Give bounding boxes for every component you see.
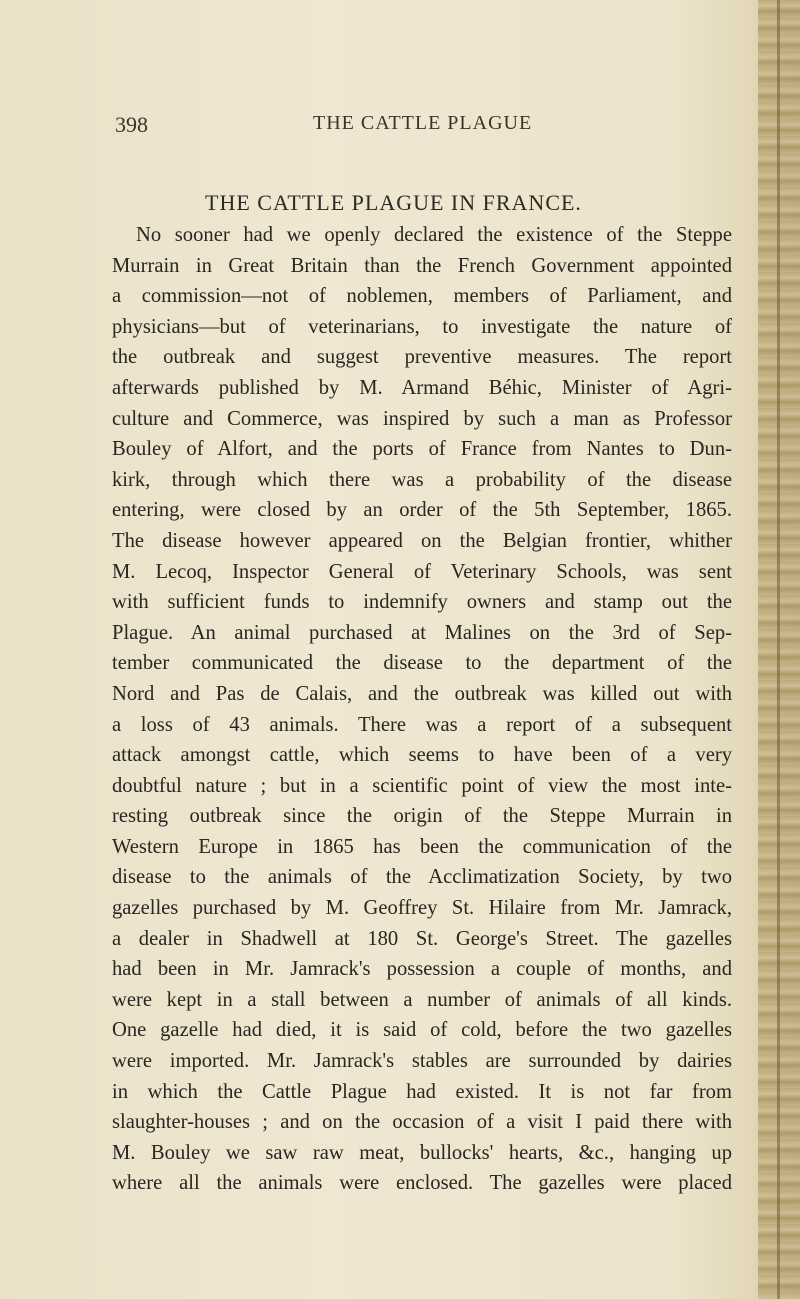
body-line: resting outbreak since the origin of the Steppe Murrain in <box>112 805 732 828</box>
body-line: culture and Commerce, was inspired by such a man as Professor <box>112 407 732 430</box>
body-line: a dealer in Shadwell at 180 St. George's Street. The gazelles <box>112 927 732 950</box>
body-line: Plague. An animal purchased at Malines on the 3rd of Sep- <box>112 621 732 644</box>
body-line: doubtful nature ; but in a scientific point of view the most inte- <box>112 774 732 797</box>
body-line: attack amongst cattle, which seems to have been of a very <box>112 744 732 767</box>
page-header <box>115 112 735 144</box>
body-line: with sufficient funds to indemnify owners and stamp out the <box>112 591 732 614</box>
body-line: entering, were closed by an order of the 5th September, 1865. <box>112 499 732 522</box>
article-body <box>112 220 732 1199</box>
body-line: One gazelle had died, it is said of cold, before the two gazelles <box>112 1019 732 1042</box>
body-line: in which the Cattle Plague had existed. It is not far from <box>112 1080 732 1103</box>
body-line: where all the animals were enclosed. The gazelles were placed <box>112 1172 732 1195</box>
body-line: a loss of 43 animals. There was a report of a subsequent <box>112 713 732 736</box>
body-line: The disease however appeared on the Belgian frontier, whither <box>112 529 732 552</box>
body-line: Murrain in Great Britain than the French Government appointed <box>112 254 732 277</box>
body-line: kirk, through which there was a probability of the disease <box>112 468 732 491</box>
body-line: Western Europe in 1865 has been the communication of the <box>112 835 732 858</box>
page-binding-line <box>777 0 780 1299</box>
body-line: No sooner had we openly declared the existence of the Steppe <box>136 224 732 246</box>
running-head: THE CATTLE PLAGUE <box>313 112 533 134</box>
body-line: Bouley of Alfort, and the ports of France from Nantes to Dun- <box>112 438 732 461</box>
body-line: tember communicated the disease to the department of the <box>112 652 732 675</box>
body-line: were imported. Mr. Jamrack's stables are surrounded by dairies <box>112 1050 732 1073</box>
body-line: afterwards published by M. Armand Béhic, Minister of Agri- <box>112 376 732 399</box>
body-line: Nord and Pas de Calais, and the outbreak was killed out with <box>112 682 732 705</box>
body-line: M. Lecoq, Inspector General of Veterinary Schools, was sent <box>112 560 732 583</box>
article-title: THE CATTLE PLAGUE IN FRANCE. <box>205 190 582 215</box>
body-line: M. Bouley we saw raw meat, bullocks' hearts, &c., hanging up <box>112 1141 732 1164</box>
body-line: disease to the animals of the Acclimatization Society, by two <box>112 866 732 889</box>
body-line: gazelles purchased by M. Geoffrey St. Hilaire from Mr. Jamrack, <box>112 897 732 920</box>
body-line: slaughter-houses ; and on the occasion of a visit I paid there with <box>112 1111 732 1134</box>
body-line: had been in Mr. Jamrack's possession a couple of months, and <box>112 958 732 981</box>
page-number: 398 <box>115 112 148 137</box>
body-line: a commission—not of noblemen, members of Parliament, and <box>112 285 732 308</box>
body-line: physicians—but of veterinarians, to investigate the nature of <box>112 315 732 338</box>
body-line: the outbreak and suggest preventive measures. The report <box>112 346 732 369</box>
body-line: were kept in a stall between a number of animals of all kinds. <box>112 988 732 1011</box>
